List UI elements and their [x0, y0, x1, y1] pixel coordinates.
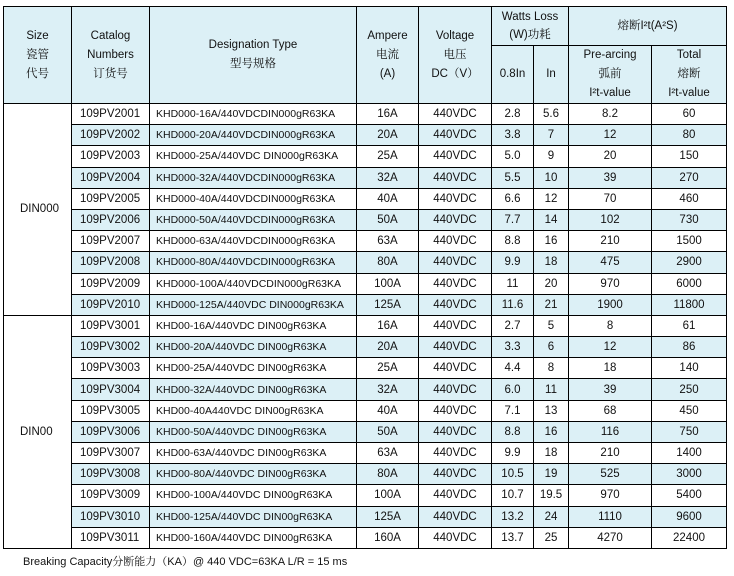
- watts-in-cell: 5.6: [534, 104, 569, 125]
- voltage-cell: 440VDC: [419, 464, 492, 485]
- voltage-cell: 440VDC: [419, 506, 492, 527]
- catalog-number-cell: 109PV2008: [72, 252, 150, 273]
- table-row: [4, 315, 727, 336]
- prearcing-cell: 102: [569, 209, 652, 230]
- prearcing-cell: 68: [569, 400, 652, 421]
- watts-in-cell: 7: [534, 125, 569, 146]
- header-voltage: Voltage 电压 DC（V）: [419, 7, 492, 104]
- total-cell: 11800: [652, 294, 727, 315]
- watts-in-cell: 14: [534, 209, 569, 230]
- watts-in-cell: 25: [534, 527, 569, 548]
- ampere-cell: 160A: [357, 527, 419, 548]
- watts-08in-cell: 11: [492, 273, 534, 294]
- prearcing-cell: 970: [569, 485, 652, 506]
- header-designation: Designation Type 型号规格: [150, 7, 357, 104]
- catalog-number-cell: 109PV3004: [72, 379, 150, 400]
- catalog-number-cell: 109PV3009: [72, 485, 150, 506]
- catalog-number-cell: 109PV3006: [72, 421, 150, 442]
- ampere-cell: 50A: [357, 209, 419, 230]
- designation-cell: KHD00-63A/440VDC DIN00gR63KA: [150, 443, 357, 464]
- table-row: [4, 252, 727, 273]
- watts-in-cell: 8: [534, 358, 569, 379]
- table-row: [4, 421, 727, 442]
- designation-cell: KHD000-50A/440VDCDIN000gR63KA: [150, 209, 357, 230]
- watts-08in-cell: 4.4: [492, 358, 534, 379]
- ampere-cell: 80A: [357, 252, 419, 273]
- prearcing-cell: 8: [569, 315, 652, 336]
- total-cell: 60: [652, 104, 727, 125]
- table-row: [4, 167, 727, 188]
- ampere-cell: 100A: [357, 273, 419, 294]
- total-cell: 730: [652, 209, 727, 230]
- watts-08in-cell: 8.8: [492, 421, 534, 442]
- designation-cell: KHD000-80A/440VDCDIN000gR63KA: [150, 252, 357, 273]
- table-row: [4, 273, 727, 294]
- voltage-cell: 440VDC: [419, 167, 492, 188]
- voltage-cell: 440VDC: [419, 188, 492, 209]
- watts-in-cell: 19: [534, 464, 569, 485]
- watts-08in-cell: 13.2: [492, 506, 534, 527]
- table-row: [4, 379, 727, 400]
- ampere-cell: 50A: [357, 421, 419, 442]
- prearcing-cell: 210: [569, 231, 652, 252]
- table-row: [4, 188, 727, 209]
- watts-08in-cell: 6.6: [492, 188, 534, 209]
- prearcing-cell: 1110: [569, 506, 652, 527]
- watts-08in-cell: 7.7: [492, 209, 534, 230]
- header-total: Total 熔断 I²t-value: [652, 46, 727, 104]
- header-watts-08in: 0.8In: [492, 46, 534, 104]
- breaking-capacity-note: Breaking Capacity分断能力（KA）@ 440 VDC=63KA L/R = 15 ms: [23, 555, 348, 568]
- prearcing-cell: 8.2: [569, 104, 652, 125]
- header-i2t: 熔断I²t(A²S): [569, 7, 727, 46]
- total-cell: 1400: [652, 443, 727, 464]
- voltage-cell: 440VDC: [419, 294, 492, 315]
- designation-cell: KHD00-32A/440VDC DIN00gR63KA: [150, 379, 357, 400]
- total-cell: 80: [652, 125, 727, 146]
- table-row: [4, 400, 727, 421]
- total-cell: 150: [652, 146, 727, 167]
- designation-cell: KHD000-25A/440VDC DIN000gR63KA: [150, 146, 357, 167]
- watts-08in-cell: 8.8: [492, 231, 534, 252]
- catalog-number-cell: 109PV2010: [72, 294, 150, 315]
- ampere-cell: 125A: [357, 294, 419, 315]
- catalog-number-cell: 109PV3005: [72, 400, 150, 421]
- ampere-cell: 63A: [357, 231, 419, 252]
- voltage-cell: 440VDC: [419, 337, 492, 358]
- watts-in-cell: 24: [534, 506, 569, 527]
- catalog-number-cell: 109PV2006: [72, 209, 150, 230]
- voltage-cell: 440VDC: [419, 146, 492, 167]
- table-row: [4, 337, 727, 358]
- watts-08in-cell: 9.9: [492, 443, 534, 464]
- voltage-cell: 440VDC: [419, 315, 492, 336]
- watts-08in-cell: 6.0: [492, 379, 534, 400]
- total-cell: 460: [652, 188, 727, 209]
- watts-08in-cell: 3.8: [492, 125, 534, 146]
- voltage-cell: 440VDC: [419, 400, 492, 421]
- watts-08in-cell: 2.8: [492, 104, 534, 125]
- total-cell: 2900: [652, 252, 727, 273]
- total-cell: 140: [652, 358, 727, 379]
- voltage-cell: 440VDC: [419, 104, 492, 125]
- catalog-number-cell: 109PV3008: [72, 464, 150, 485]
- voltage-cell: 440VDC: [419, 485, 492, 506]
- ampere-cell: 63A: [357, 443, 419, 464]
- table-row: [4, 104, 727, 125]
- prearcing-cell: 475: [569, 252, 652, 273]
- designation-cell: KHD00-125A/440VDC DIN00gR63KA: [150, 506, 357, 527]
- watts-08in-cell: 9.9: [492, 252, 534, 273]
- voltage-cell: 440VDC: [419, 209, 492, 230]
- prearcing-cell: 70: [569, 188, 652, 209]
- catalog-number-cell: 109PV3011: [72, 527, 150, 548]
- voltage-cell: 440VDC: [419, 527, 492, 548]
- watts-08in-cell: 5.5: [492, 167, 534, 188]
- table-row: [4, 125, 727, 146]
- prearcing-cell: 18: [569, 358, 652, 379]
- designation-cell: KHD00-40A440VDC DIN00gR63KA: [150, 400, 357, 421]
- total-cell: 750: [652, 421, 727, 442]
- watts-08in-cell: 2.7: [492, 315, 534, 336]
- watts-in-cell: 18: [534, 252, 569, 273]
- fuse-spec-sheet: [3, 6, 726, 569]
- watts-08in-cell: 11.6: [492, 294, 534, 315]
- catalog-number-cell: 109PV3002: [72, 337, 150, 358]
- watts-in-cell: 11: [534, 379, 569, 400]
- prearcing-cell: 210: [569, 443, 652, 464]
- voltage-cell: 440VDC: [419, 421, 492, 442]
- voltage-cell: 440VDC: [419, 358, 492, 379]
- ampere-cell: 40A: [357, 400, 419, 421]
- prearcing-cell: 970: [569, 273, 652, 294]
- watts-in-cell: 10: [534, 167, 569, 188]
- voltage-cell: 440VDC: [419, 125, 492, 146]
- watts-in-cell: 13: [534, 400, 569, 421]
- designation-cell: KHD000-20A/440VDCDIN000gR63KA: [150, 125, 357, 146]
- table-row: [4, 146, 727, 167]
- watts-in-cell: 19.5: [534, 485, 569, 506]
- header-prearcing: Pre-arcing 弧前 I²t-value: [569, 46, 652, 104]
- catalog-number-cell: 109PV2005: [72, 188, 150, 209]
- table-row: [4, 485, 727, 506]
- header-ampere: Ampere 电流 (A): [357, 7, 419, 104]
- watts-in-cell: 16: [534, 421, 569, 442]
- designation-cell: KHD000-63A/440VDCDIN000gR63KA: [150, 231, 357, 252]
- catalog-number-cell: 109PV2004: [72, 167, 150, 188]
- size-cell: DIN000: [4, 104, 72, 316]
- total-cell: 1500: [652, 231, 727, 252]
- total-cell: 3000: [652, 464, 727, 485]
- watts-in-cell: 21: [534, 294, 569, 315]
- table-row: [4, 294, 727, 315]
- ampere-cell: 80A: [357, 464, 419, 485]
- total-cell: 22400: [652, 527, 727, 548]
- ampere-cell: 40A: [357, 188, 419, 209]
- catalog-number-cell: 109PV3001: [72, 315, 150, 336]
- table-row: [4, 506, 727, 527]
- prearcing-cell: 1900: [569, 294, 652, 315]
- voltage-cell: 440VDC: [419, 252, 492, 273]
- voltage-cell: 440VDC: [419, 273, 492, 294]
- catalog-number-cell: 109PV3003: [72, 358, 150, 379]
- total-cell: 5400: [652, 485, 727, 506]
- fuse-spec-table: [3, 6, 727, 549]
- total-cell: 61: [652, 315, 727, 336]
- header-size: Size 瓷管 代号: [4, 7, 72, 104]
- total-cell: 250: [652, 379, 727, 400]
- voltage-cell: 440VDC: [419, 379, 492, 400]
- designation-cell: KHD00-25A/440VDC DIN00gR63KA: [150, 358, 357, 379]
- watts-08in-cell: 3.3: [492, 337, 534, 358]
- ampere-cell: 25A: [357, 358, 419, 379]
- ampere-cell: 32A: [357, 379, 419, 400]
- total-cell: 450: [652, 400, 727, 421]
- catalog-number-cell: 109PV2003: [72, 146, 150, 167]
- designation-cell: KHD00-20A/440VDC DIN00gR63KA: [150, 337, 357, 358]
- table-body: [4, 104, 727, 549]
- designation-cell: KHD000-125A/440VDC DIN000gR63KA: [150, 294, 357, 315]
- watts-in-cell: 20: [534, 273, 569, 294]
- table-row: [4, 231, 727, 252]
- ampere-cell: 16A: [357, 104, 419, 125]
- designation-cell: KHD000-32A/440VDCDIN000gR63KA: [150, 167, 357, 188]
- total-cell: 270: [652, 167, 727, 188]
- designation-cell: KHD00-80A/440VDC DIN00gR63KA: [150, 464, 357, 485]
- prearcing-cell: 12: [569, 125, 652, 146]
- table-row: [4, 527, 727, 548]
- watts-08in-cell: 5.0: [492, 146, 534, 167]
- prearcing-cell: 116: [569, 421, 652, 442]
- catalog-number-cell: 109PV2007: [72, 231, 150, 252]
- table-row: [4, 464, 727, 485]
- total-cell: 6000: [652, 273, 727, 294]
- watts-in-cell: 12: [534, 188, 569, 209]
- watts-in-cell: 9: [534, 146, 569, 167]
- header-watts-in: In: [534, 46, 569, 104]
- ampere-cell: 20A: [357, 125, 419, 146]
- voltage-cell: 440VDC: [419, 443, 492, 464]
- prearcing-cell: 39: [569, 167, 652, 188]
- prearcing-cell: 20: [569, 146, 652, 167]
- ampere-cell: 25A: [357, 146, 419, 167]
- ampere-cell: 20A: [357, 337, 419, 358]
- ampere-cell: 125A: [357, 506, 419, 527]
- prearcing-cell: 525: [569, 464, 652, 485]
- ampere-cell: 100A: [357, 485, 419, 506]
- catalog-number-cell: 109PV3010: [72, 506, 150, 527]
- watts-08in-cell: 7.1: [492, 400, 534, 421]
- table-row: [4, 443, 727, 464]
- table-row: [4, 209, 727, 230]
- table-row: [4, 358, 727, 379]
- designation-cell: KHD000-40A/440VDCDIN000gR63KA: [150, 188, 357, 209]
- watts-08in-cell: 13.7: [492, 527, 534, 548]
- catalog-number-cell: 109PV2002: [72, 125, 150, 146]
- voltage-cell: 440VDC: [419, 231, 492, 252]
- watts-08in-cell: 10.5: [492, 464, 534, 485]
- designation-cell: KHD00-100A/440VDC DIN00gR63KA: [150, 485, 357, 506]
- watts-in-cell: 6: [534, 337, 569, 358]
- prearcing-cell: 12: [569, 337, 652, 358]
- designation-cell: KHD000-16A/440VDCDIN000gR63KA: [150, 104, 357, 125]
- ampere-cell: 16A: [357, 315, 419, 336]
- designation-cell: KHD00-16A/440VDC DIN00gR63KA: [150, 315, 357, 336]
- catalog-number-cell: 109PV2009: [72, 273, 150, 294]
- designation-cell: KHD00-50A/440VDC DIN00gR63KA: [150, 421, 357, 442]
- total-cell: 86: [652, 337, 727, 358]
- prearcing-cell: 39: [569, 379, 652, 400]
- watts-in-cell: 5: [534, 315, 569, 336]
- watts-in-cell: 18: [534, 443, 569, 464]
- header-watts-loss: Watts Loss (W)功耗: [492, 7, 569, 46]
- prearcing-cell: 4270: [569, 527, 652, 548]
- designation-cell: KHD000-100A/440VDCDIN000gR63KA: [150, 273, 357, 294]
- catalog-number-cell: 109PV3007: [72, 443, 150, 464]
- watts-08in-cell: 10.7: [492, 485, 534, 506]
- header-catalog: Catalog Numbers 订货号: [72, 7, 150, 104]
- ampere-cell: 32A: [357, 167, 419, 188]
- catalog-number-cell: 109PV2001: [72, 104, 150, 125]
- total-cell: 9600: [652, 506, 727, 527]
- size-cell: DIN00: [4, 315, 72, 548]
- designation-cell: KHD00-160A/440VDC DIN00gR63KA: [150, 527, 357, 548]
- watts-in-cell: 16: [534, 231, 569, 252]
